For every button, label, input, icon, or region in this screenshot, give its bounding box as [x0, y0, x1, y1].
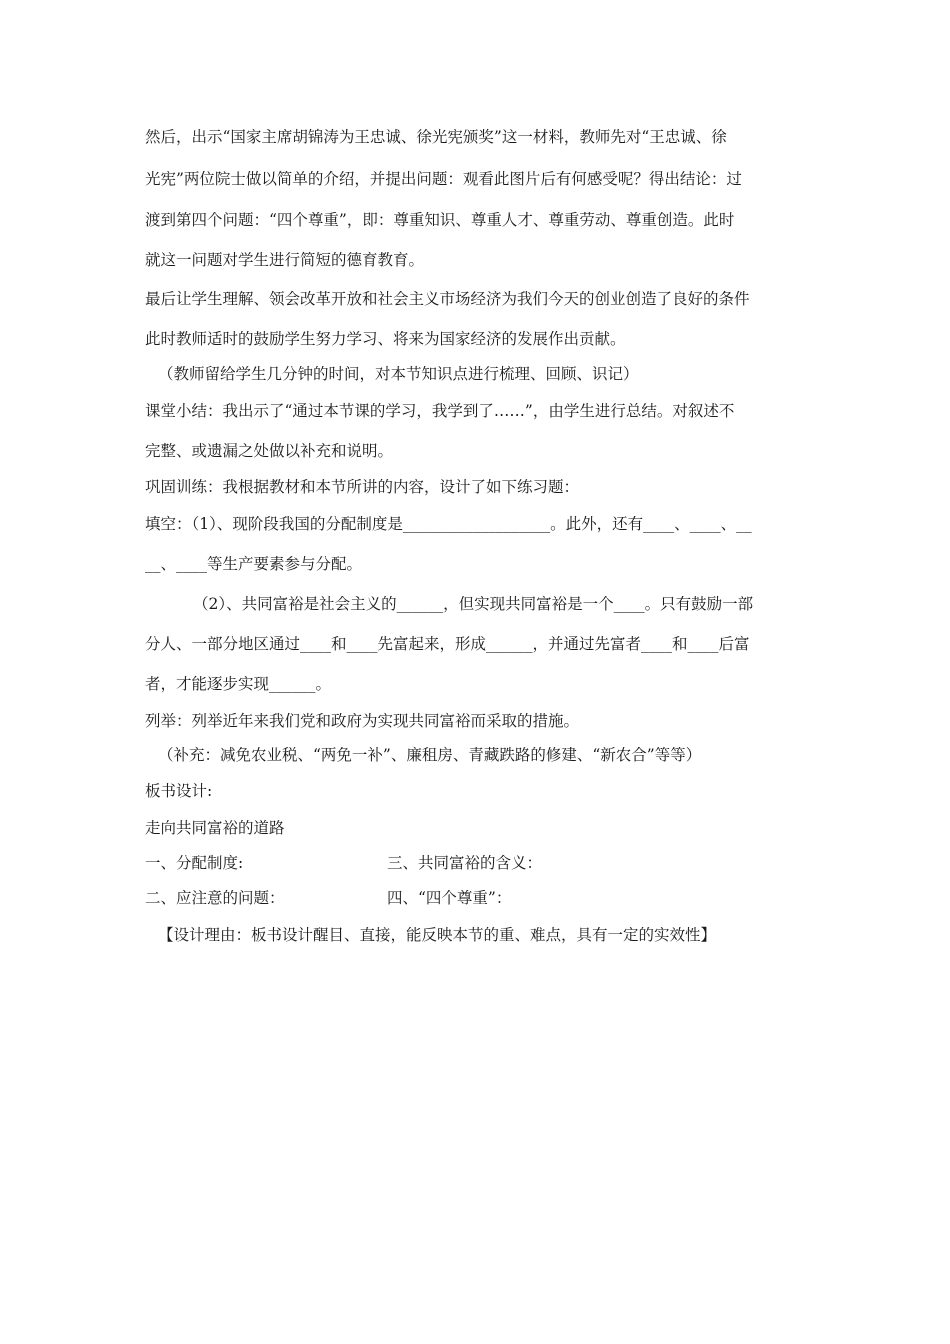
supplement-line: （补充：减免农业税、“两免一补”、廉租房、青藏跌路的修建、“新农合”等等）	[158, 746, 702, 764]
summary-line: 课堂小结：我出示了“通过本节课的学习，我学到了……”，由学生进行总结。对叙述不	[145, 402, 735, 420]
enumerate-line: 列举：列举近年来我们党和政府为实现共同富裕而采取的措施。	[145, 712, 580, 730]
fill-blank-line: （2）、共同富裕是社会主义的______，但实现共同富裕是一个____。只有鼓励一部	[193, 595, 754, 613]
consolidation-line: 巩固训练：我根据教材和本节所讲的内容，设计了如下练习题：	[145, 478, 580, 496]
teacher-note: （教师留给学生几分钟的时间，对本节知识点进行梳理、回顾、识记）	[158, 365, 639, 383]
summary-line: 完整、或遗漏之处做以补充和说明。	[145, 442, 394, 460]
design-reason: 【设计理由：板书设计醒目、直接，能反映本节的重、难点，具有一定的实效性】	[158, 926, 717, 944]
fill-blank-line: 分人、一部分地区通过____和____先富起来，形成______，并通过先富者____和____后富	[145, 635, 750, 653]
fill-blank-line: __、____等生产要素参与分配。	[145, 555, 363, 573]
fill-blank-line: 者，才能逐步实现______。	[145, 675, 332, 693]
board-title: 走向共同富裕的道路	[145, 819, 285, 837]
board-design-heading: 板书设计:	[145, 782, 213, 800]
board-item-meaning: 三、共同富裕的含义：	[387, 854, 543, 872]
paragraph-line: 最后让学生理解、领会改革开放和社会主义市场经济为我们今天的创业创造了良好的条件	[145, 290, 750, 308]
paragraph-line: 此时教师适时的鼓励学生努力学习、将来为国家经济的发展作出贡献。	[145, 330, 626, 348]
paragraph-line: 光宪”两位院士做以简单的介绍，并提出问题：观看此图片后有何感受呢？得出结论：过	[145, 170, 742, 188]
paragraph-line: 就这一问题对学生进行简短的德育教育。	[145, 251, 425, 269]
paragraph-line: 渡到第四个问题：“四个尊重”，即：尊重知识、尊重人才、尊重劳动、尊重创造。此时	[145, 211, 735, 229]
paragraph-line: 然后，出示“国家主席胡锦涛为王忠诚、徐光宪颁奖”这一材料，教师先对“王忠诚、徐	[145, 128, 727, 146]
board-item-issues: 二、应注意的问题：	[145, 889, 285, 907]
fill-blank-line: 填空：（1）、现阶段我国的分配制度是___________________。此外，还有____、____、__	[145, 515, 752, 533]
board-item-distribution: 一、分配制度:	[145, 854, 244, 872]
board-item-four-respects: 四、“四个尊重”：	[387, 889, 512, 907]
